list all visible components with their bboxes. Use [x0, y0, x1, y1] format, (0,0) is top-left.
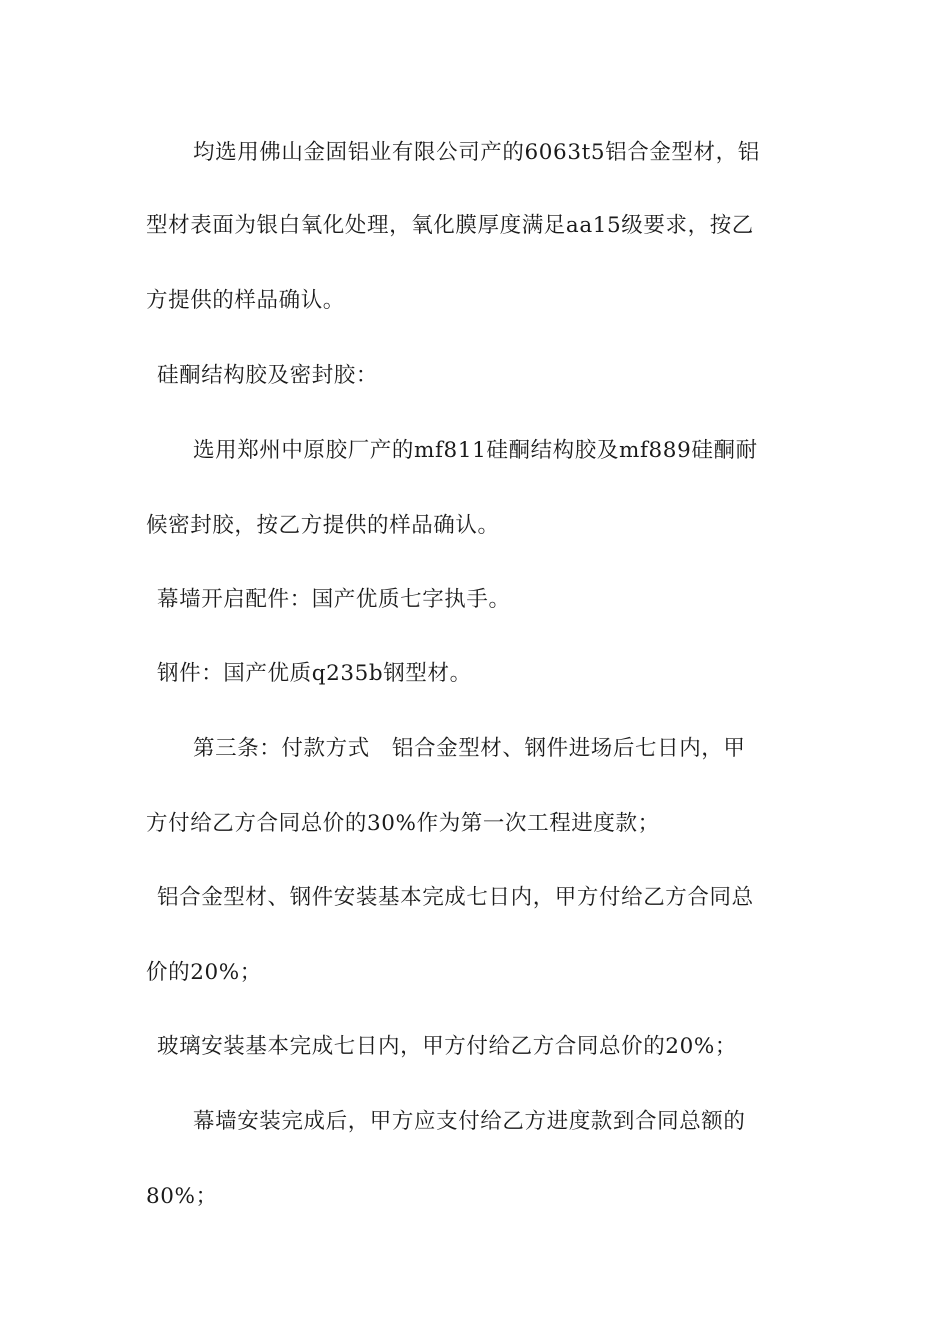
paragraph-line: 选用郑州中原胶厂产的mf811硅酮结构胶及mf889硅酮耐 — [193, 438, 758, 463]
paragraph-line: 方付给乙方合同总价的30%作为第一次工程进度款； — [146, 811, 660, 836]
paragraph-line: 型材表面为银白氧化处理，氧化膜厚度满足aa15级要求，按乙 — [146, 213, 754, 238]
paragraph-line: 候密封胶，按乙方提供的样品确认。 — [146, 513, 500, 538]
paragraph-line: 铝合金型材、钢件安装基本完成七日内，甲方付给乙方合同总 — [157, 885, 754, 910]
paragraph-line: 方提供的样品确认。 — [146, 288, 345, 313]
paragraph-line: 钢件：国产优质q235b钢型材。 — [157, 661, 472, 686]
article-heading-line: 第三条：付款方式 铝合金型材、钢件进场后七日内，甲 — [193, 736, 746, 761]
paragraph-line: 均选用佛山金固铝业有限公司产的6063t5铝合金型材，铝 — [193, 140, 760, 165]
paragraph-line: 玻璃安装基本完成七日内，甲方付给乙方合同总价的20%； — [157, 1034, 737, 1059]
section-heading: 硅酮结构胶及密封胶： — [157, 363, 379, 388]
paragraph-line: 价的20%； — [146, 960, 262, 985]
paragraph-line: 幕墙开启配件：国产优质七字执手。 — [157, 587, 511, 612]
paragraph-line: 幕墙安装完成后，甲方应支付给乙方进度款到合同总额的 — [193, 1109, 746, 1134]
paragraph-line: 80%； — [146, 1184, 218, 1209]
